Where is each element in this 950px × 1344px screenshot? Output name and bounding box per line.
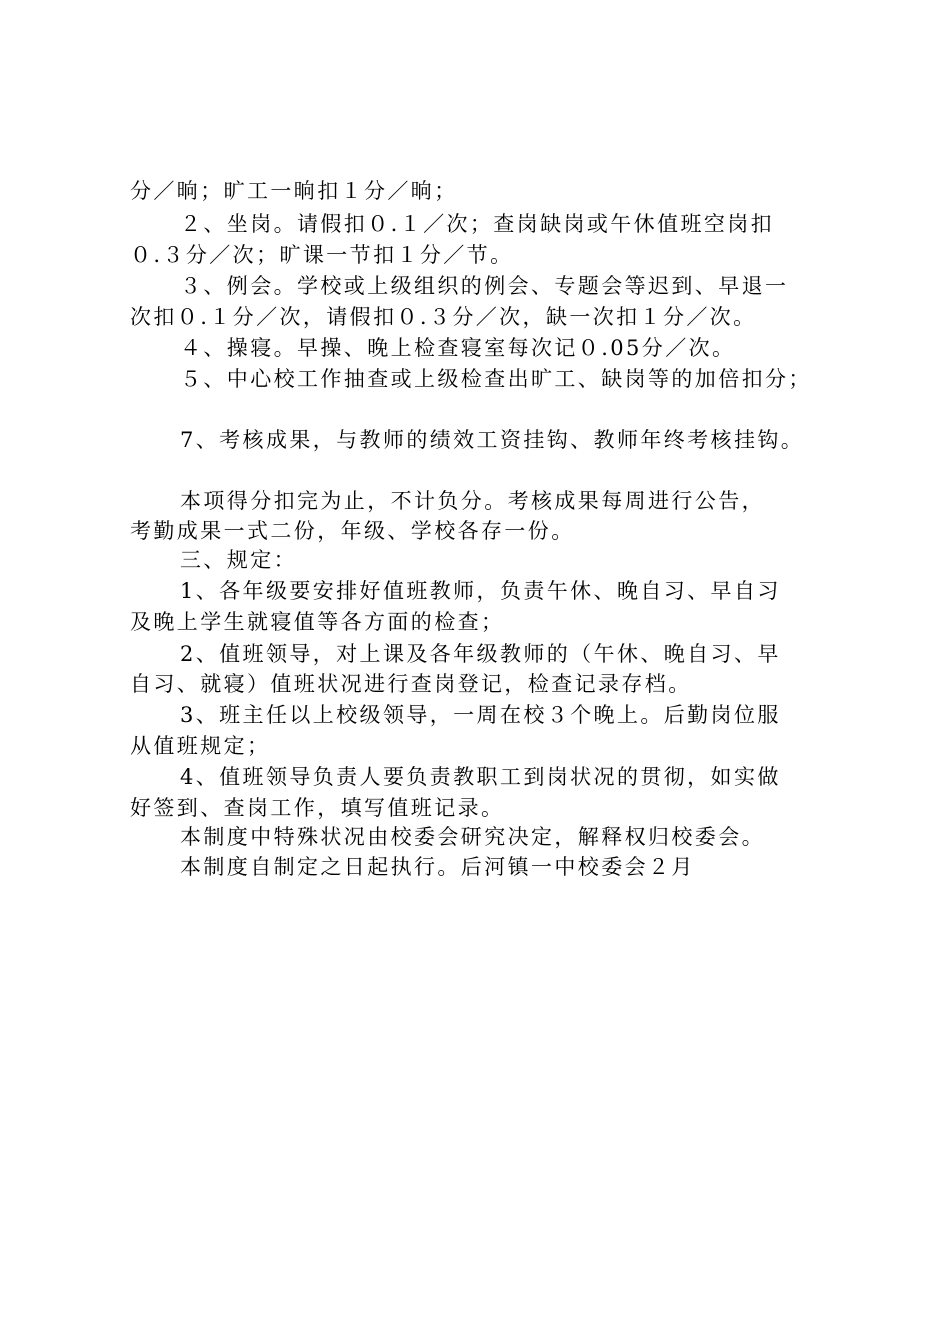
text-line: 从值班规定； (130, 734, 271, 758)
text-line: ４、操寝。早操、晚上检查寝室每次记０.05分／次。 (180, 336, 736, 360)
text-line: 自习、就寝）值班状况进行查岗登记，检查记录存档。 (130, 672, 692, 696)
text-line: 考勤成果一式二份，年级、学校各存一份。 (130, 519, 575, 543)
text-line: 分／晌；旷工一晌扣１分／晌； (130, 179, 458, 203)
text-line: 2、值班领导，对上课及各年级教师的（午休、晚自习、早 (180, 642, 781, 666)
text-line: ０.３分／次；旷课一节扣１分／节。 (130, 243, 514, 267)
text-line: ２、坐岗。请假扣０.１／次；查岗缺岗或午休值班空岗扣 (180, 212, 775, 236)
text-line: 本制度中特殊状况由校委会研究决定，解释权归校委会。 (180, 825, 765, 849)
text-line: 4、值班领导负责人要负责教职工到岗状况的贯彻，如实做 (180, 765, 781, 789)
section-heading: 三、规定： (180, 548, 297, 572)
text-line: 本制度自制定之日起执行。后河镇一中校委会２月 (180, 855, 695, 879)
text-line: ５、中心校工作抽查或上级检查出旷工、缺岗等的加倍扣分； (180, 367, 812, 391)
text-line: 次扣０.１分／次，请假扣０.３分／次，缺一次扣１分／次。 (130, 305, 757, 329)
text-line: ３、例会。学校或上级组织的例会、专题会等迟到、早退一 (180, 274, 789, 298)
text-line: 本项得分扣完为止，不计负分。考核成果每周进行公告， (180, 489, 765, 513)
text-line: 1、各年级要安排好值班教师，负责午休、晚自习、早自习 (180, 579, 781, 603)
text-line: 3、班主任以上校级领导，一周在校３个晚上。后勤岗位服 (180, 703, 781, 727)
text-line: 7、考核成果，与教师的绩效工资挂钩、教师年终考核挂钩。 (180, 428, 805, 452)
text-line: 好签到、查岗工作，填写值班记录。 (130, 796, 505, 820)
text-line: 及晚上学生就寝值等各方面的检查； (130, 610, 505, 634)
